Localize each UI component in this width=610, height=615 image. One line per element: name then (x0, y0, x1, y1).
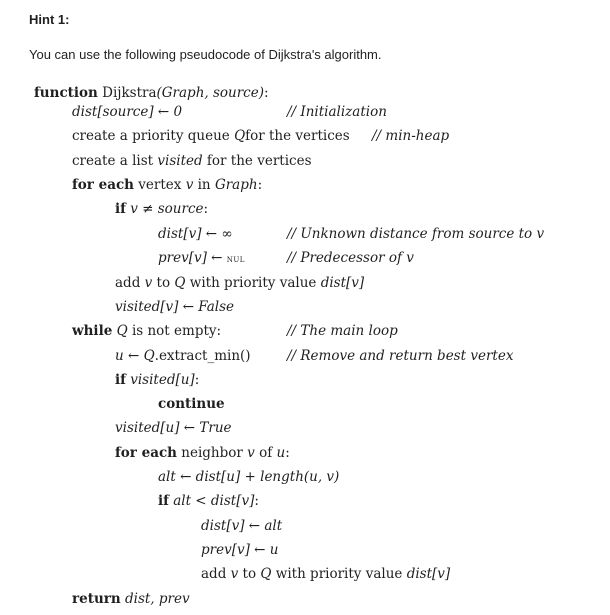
comment-initialization: // Initialization (287, 104, 387, 120)
keyword-for-each: for each (72, 177, 134, 193)
code-line-alt: alt ← dist[u] + length(u, v) (158, 469, 340, 485)
var-q: Q (112, 323, 128, 339)
return-values: dist, prev (120, 591, 190, 607)
text: in (193, 177, 215, 193)
keyword-if: if (158, 493, 169, 509)
code-line-visited-true: visited[u] ← True (115, 420, 232, 436)
function-args: (Graph, source) (156, 85, 264, 101)
condition: v ≠ source (125, 201, 204, 217)
var-dist-v: dist[v] (406, 566, 451, 582)
text: with priority value (271, 566, 407, 582)
code-line-visited-list (72, 152, 312, 170)
text: .extract_min() (154, 348, 251, 364)
var-v: v (230, 566, 239, 582)
comment-remove-best: // Remove and return best vertex (287, 348, 514, 364)
comment-min-heap: // min-heap (372, 128, 450, 144)
hint-intro: You can use the following pseudocode of Dijkstra's algorithm. (29, 47, 382, 62)
code-line-priority-queue (72, 127, 350, 145)
hint-title: Hint 1: (29, 12, 70, 27)
text: to (152, 275, 175, 291)
text: neighbor (177, 445, 248, 461)
code-line-dist-infinity: dist[v] ← ∞ (158, 226, 233, 242)
colon: : (257, 177, 263, 193)
var-v: v (144, 275, 153, 291)
keyword-function: function (34, 85, 98, 101)
text: prev[v] ← (158, 250, 227, 266)
text: for the vertices (245, 128, 350, 144)
var-q: Q (234, 128, 246, 144)
text: for the vertices (202, 153, 312, 169)
code-line-function (34, 84, 269, 102)
function-name: Dijkstra (97, 85, 157, 101)
code-line-continue: continue (158, 396, 225, 412)
text: add (201, 566, 231, 582)
text: vertex (134, 177, 186, 193)
nul-value: NUL (226, 256, 245, 264)
condition: alt < dist[v] (168, 493, 255, 509)
code-line-while (72, 322, 221, 340)
keyword-while: while (72, 323, 113, 339)
colon: : (264, 85, 269, 101)
code-line-for-each-neighbor (115, 444, 290, 462)
var-q: Q (260, 566, 272, 582)
text: of (254, 445, 277, 461)
colon: : (194, 372, 200, 388)
text: with priority value (185, 275, 321, 291)
text: is not empty: (127, 323, 222, 339)
var-dist-v: dist[v] (320, 275, 365, 291)
code-line-return (72, 590, 190, 608)
code-line-init: dist[source] ← 0 (72, 104, 183, 120)
code-line-if-visited (115, 371, 199, 389)
comment-main-loop: // The main loop (287, 323, 398, 339)
var-u-assign: u ← Q (115, 348, 155, 364)
text: add (115, 275, 145, 291)
var-visited: visited (157, 153, 203, 169)
keyword-if: if (115, 372, 126, 388)
var-graph: Graph (214, 177, 258, 193)
colon: : (203, 201, 209, 217)
colon: : (254, 493, 259, 509)
code-line-dist-alt: dist[v] ← alt (201, 518, 283, 534)
code-line-if-alt (158, 492, 259, 510)
keyword-if: if (115, 201, 126, 217)
code-line-for-each-vertex (72, 176, 262, 194)
code-line-add-to-queue-inner (201, 565, 450, 583)
comment-unknown-distance: // Unknown distance from source to v (287, 226, 545, 242)
var-u: u (276, 445, 286, 461)
text: create a priority queue (72, 128, 235, 144)
code-line-extract-min (115, 347, 251, 365)
keyword-for-each: for each (115, 445, 177, 461)
var-v: v (185, 177, 194, 193)
code-line-if-not-source (115, 200, 208, 218)
text: create a list (72, 153, 158, 169)
keyword-return: return (72, 591, 121, 607)
code-line-prev-nul (158, 249, 245, 269)
colon: : (285, 445, 290, 461)
comment-predecessor: // Predecessor of v (287, 250, 414, 266)
code-line-prev-u: prev[v] ← u (201, 542, 279, 558)
code-line-add-to-queue (115, 274, 364, 292)
var-q: Q (174, 275, 186, 291)
condition: visited[u] (125, 372, 195, 388)
text: to (238, 566, 261, 582)
var-v: v (247, 445, 255, 461)
code-line-visited-false: visited[v] ← False (115, 299, 235, 315)
